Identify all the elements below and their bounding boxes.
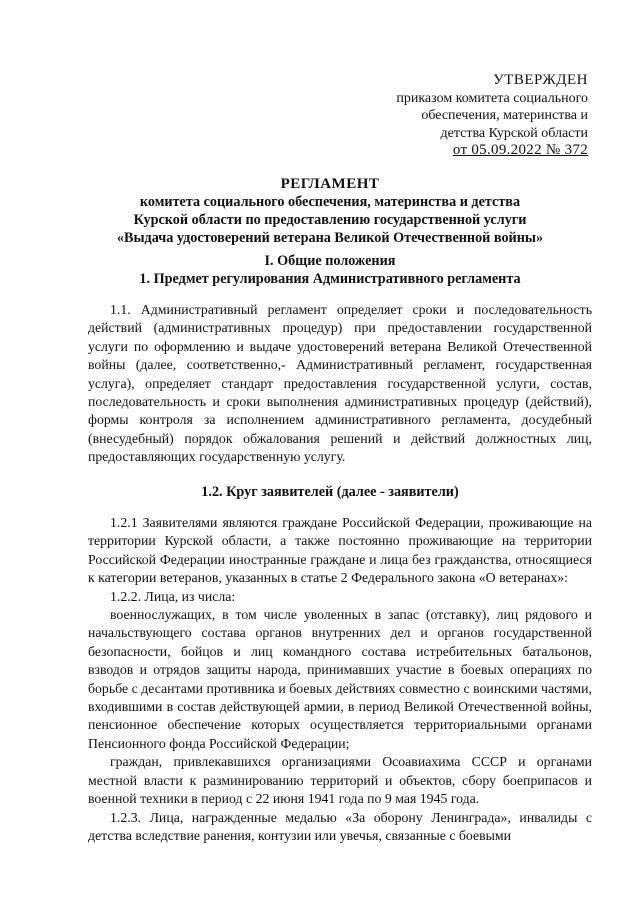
section-applicants-heading: 1.2. Круг заявителей (далее - заявители) [201,484,459,500]
section-subject-heading: 1. Предмет регулирования Административного регламента [139,271,521,287]
paragraph-1-2-2: 1.2.2. Лица, из числа: [110,588,236,604]
approval-line-3: детства Курской области [440,125,588,141]
title-line-3: «Выдача удостоверений ветерана Великой Отечественной войны» [116,230,544,246]
title-line-2: Курской области по предоставлению государственной услуги [133,212,527,228]
paragraph-civilians: граждан, привлекавшихся организациями Осоавиахима СССР и органами местной власти к разминированию территорий и объектов, сбору боеприпасов и военной техники в период с 22 июня 1941 года по 9 мая 1945 года. [88,754,592,807]
title-line-1: комитета социального обеспечения, материнства и детства [139,194,521,210]
section-general-heading: I. Общие положения [264,253,396,269]
order-date-number: от 05.09.2022 № 372 [452,142,588,159]
applicants-block [88,514,592,845]
paragraph-1-2-1: 1.2.1 Заявителями являются граждане Российской Федерации, проживающие на территории Курской области, а также постоянно проживающие на территории Российской Федерации иностранные граждане и лица без гражданства, относящиеся к категории ветеранов, указанных в статье 2 Федерального закона «О ветеранах»: [88,515,592,586]
document-title: РЕГЛАМЕНТ [280,176,380,192]
approved-label: УТВЕРЖДЕН [493,72,588,88]
document-title-block [80,175,580,247]
paragraph-1-1-block [88,301,592,467]
paragraph-1-1: 1.1. Административный регламент определяет сроки и последовательность действий (административных процедур) при предоставлении государственной услуги по оформлению и выдаче удостоверений ветерана Великой Отечественной войны (далее, соответственно,- Административный регламент, государственная услуга), определяет стандарт предоставления государственной услуги, состав, последовательность и сроки выполнения административных процедур (действий), формы контроля за исполнением административного регламента, досудебный (внесудебный) порядок обжалования решений и действий должностных лиц, предоставляющих государственную услугу. [88,302,592,465]
paragraph-1-2-3: 1.2.3. Лица, награжденные медалью «За оборону Ленинграда», инвалиды с детства вследствие ранения, контузии или увечья, связанные с боевыми [88,809,592,843]
paragraph-military: военнослужащих, в том числе уволенных в запас (отставку), лиц рядового и начальствующего состава органов внутренних дел и органов государственной безопасности, бойцов и лиц командного состава истребительных батальонов, взводов и отрядов защиты народа, принимавших участие в боевых операциях по борьбе с десантами противника и боевых действиях совместно с воинскими частями, входившими в состав действующей армии, в период Великой Отечественной войны, пенсионное обеспечение которых осуществляется территориальными органами Пенсионного фонда Российской Федерации; [88,607,592,751]
approval-stamp [348,72,588,160]
approval-line-1: приказом комитета социального [396,90,588,106]
approval-line-2: обеспечения, материнства и [421,108,588,124]
